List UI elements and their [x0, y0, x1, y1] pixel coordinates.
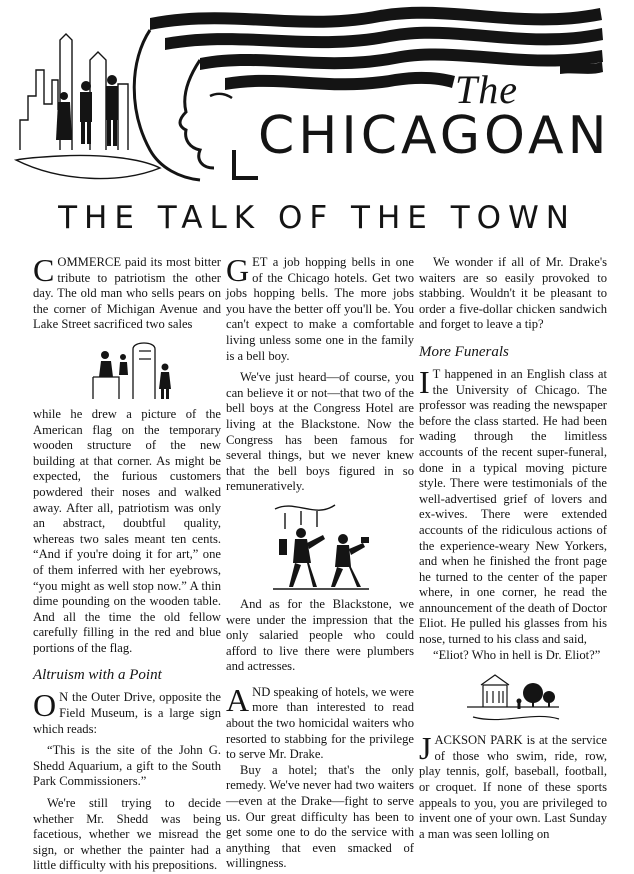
lead-word: ACKSON PARK	[434, 733, 523, 748]
pear-vendor-illustration	[79, 337, 175, 401]
masthead	[0, 0, 634, 195]
figures	[56, 75, 118, 146]
paragraph-bells	[226, 252, 414, 364]
paragraph-commerce	[33, 252, 221, 333]
column-3	[419, 255, 607, 842]
masthead-title: CHICAGOAN	[258, 106, 611, 166]
paragraph-congress: We've just heard—of course, you can believe it or not—that two of the bell boys at the Congress Hotel are living at the Blackstone. Now the Congress has been famous for several things, but we never knew that the bell boys figured in so remuneratively.	[226, 370, 414, 494]
subhead-altruism: Altruism with a Point	[33, 667, 162, 684]
drop-cap: I	[419, 363, 430, 400]
face-profile	[134, 30, 232, 180]
drop-cap: G	[226, 252, 250, 288]
paragraph-text: a job hopping bells in one of the Chicago hotels. Get two jobs hopping bells. The more jobs you have the better off you'll be. You can't expect to make a comfortable living unless some one in the family is a bell boy.	[226, 255, 414, 363]
quote-shedd: “This is the site of the John G. Shedd Aquarium, a gift to the South Park Commissioners.”	[33, 743, 221, 789]
drop-cap: A	[226, 681, 250, 718]
bellboys-illustration	[265, 499, 375, 591]
park-illustration	[463, 667, 563, 727]
drop-cap: C	[33, 252, 55, 288]
paragraph-hotels	[226, 681, 414, 763]
lead-word: ET	[252, 255, 268, 269]
paragraph-text: happened in an English class at the University of Chicago. The professor was reading the newspaper before the class started. He had been wading through the limitless accounts of the recent super-funeral, done in a typical moving picture style. There were testimonials of the well-advertised grief of lovers and ex-wives. There were extended accounts of the ridiculous actions of the experience-weary New Yorkers, and when he finished the front page he turned to the center of the paper where, in one corner, he read the announcement of the death of Doctor Eliot. He pulled his glasses from his nose, turned to his class and said,	[419, 366, 607, 647]
paragraph-waiters: We wonder if all of Mr. Drake's waiters are so easily provoked to stabbing. Wouldn't it be pleasant to order a five-dollar chicken sandwich and forget to leave a tip?	[419, 255, 607, 332]
paragraph-english-class	[419, 363, 607, 648]
paragraph-text: N the Outer Drive, opposite the Field Museum, is a large sign which reads:	[33, 690, 221, 736]
lead-word: ND	[252, 684, 271, 699]
drop-cap: J	[419, 730, 432, 767]
paragraph-text: paid its most bitter tribute to patriotism the other day. The old man who sells pears on the corner of Michigan Avenue and Lake Street sacrificed two sales	[33, 255, 221, 332]
masthead-the: The	[455, 67, 518, 112]
paragraph-blackstone: And as for the Blackstone, we were under the impression that the only salaried people who could afford to live there were plumbers and actresses.	[226, 596, 414, 674]
paragraph-shedd: We're still trying to decide whether Mr. Shedd was being facetious, whether we misread the sign, or whether the painter had a little difficulty with his prepositions.	[33, 796, 221, 873]
paragraph-buy-hotel: Buy a hotel; that's the only remedy. We've never had two waiters—even at the Drake—fight to serve us. Our great difficulty has been to get some one to do the service with anything that even smacked of willingness.	[226, 762, 414, 871]
paragraph-jackson-park	[419, 730, 607, 842]
paragraph-flag: while he drew a picture of the American flag on the temporary wooden structure of the new building at that corner. As might be expected, the furious customers powdered their noses and walked away. After all, patriotism was only an abstract, doubtful quality, whereas two sales meant ten cents. “And if you're doing it for art,” one of them inferred with her eyebrows, “you might as well stop now.” A thin dime pounding on the wooden table. And all the time the old fellow carefully filling in the red and blue portions of the flag.	[33, 406, 221, 655]
column-1	[33, 252, 221, 874]
column-2	[226, 252, 414, 872]
subhead-funerals: More Funerals	[419, 343, 509, 360]
paragraph-text: is at the service of those who swim, ride, row, play tennis, golf, baseball, football, or croquet. If none of these sports appeals to you, you are privileged to invent one of your own. Last Sunday a man was seen lolling on	[419, 733, 607, 841]
lead-word: OMMERCE	[57, 255, 122, 269]
section-headline: THE TALK OF THE TOWN	[58, 200, 576, 236]
hair-stripes	[150, 7, 603, 91]
quote-eliot: “Eliot? Who in hell is Dr. Eliot?”	[433, 647, 601, 662]
lead-word: T	[432, 366, 441, 381]
drop-cap: O	[33, 687, 57, 724]
paragraph-text: speaking of hotels, we were more than interested to read about the two homicidal waiters who resorted to stabbing for the privilege to serve Mr. Drake.	[226, 684, 414, 762]
paragraph-outer-drive	[33, 687, 221, 737]
